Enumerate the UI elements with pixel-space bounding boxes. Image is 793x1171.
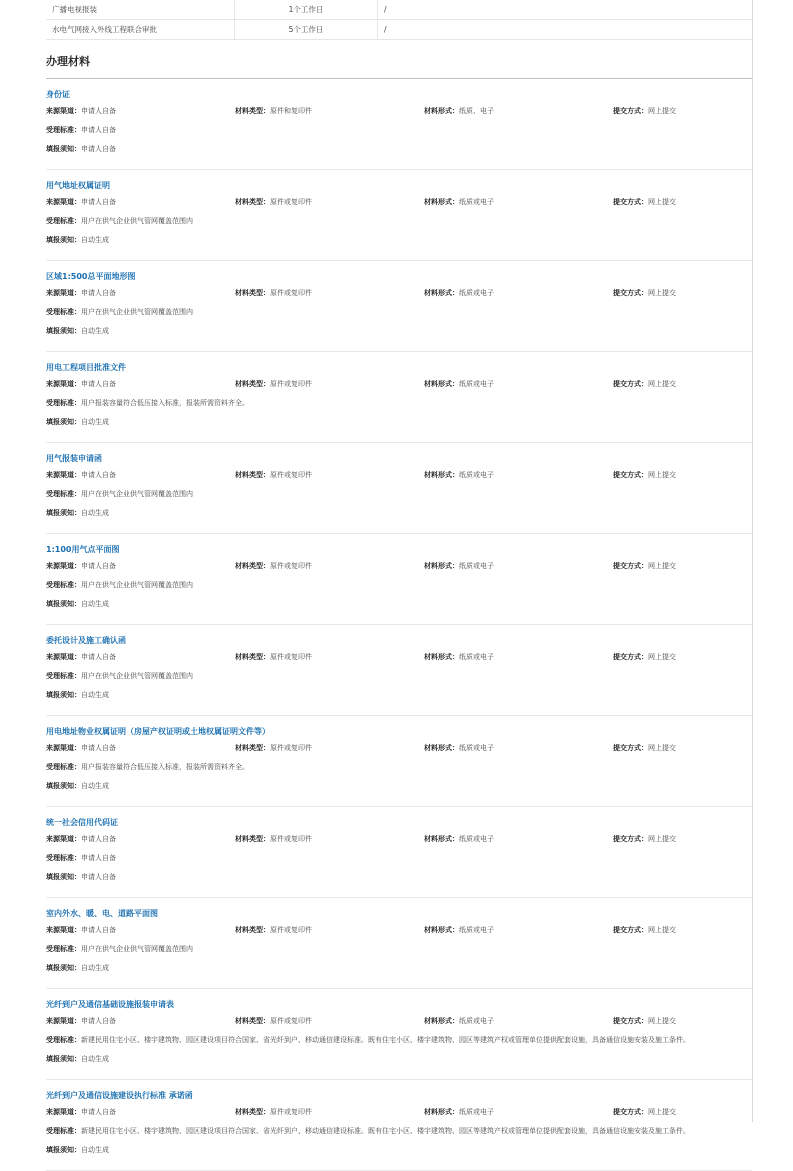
submit-label: 提交方式： xyxy=(613,471,648,479)
notice-value: 自动生成 xyxy=(81,600,109,608)
type-value: 原件或复印件 xyxy=(270,744,312,752)
source-field xyxy=(46,652,235,662)
table-cell-time: 5个工作日 xyxy=(235,20,378,40)
material-item xyxy=(46,453,752,534)
standard-field xyxy=(46,1035,752,1045)
form-field xyxy=(424,652,613,662)
source-label: 来源渠道： xyxy=(46,1017,81,1025)
submit-label: 提交方式： xyxy=(613,926,648,934)
form-field xyxy=(424,197,613,207)
notice-field xyxy=(46,599,752,609)
notice-label: 填报须知： xyxy=(46,782,81,790)
material-item xyxy=(46,999,752,1080)
type-value: 原件或复印件 xyxy=(270,380,312,388)
source-field xyxy=(46,288,235,298)
type-field xyxy=(235,197,424,207)
table-cell-time: 1个工作日 xyxy=(235,0,378,20)
standard-value: 用户在供气企业供气管网覆盖范围内 xyxy=(81,672,193,680)
source-value: 申请人自备 xyxy=(81,835,116,843)
standard-field xyxy=(46,671,752,681)
table-cell-note: / xyxy=(378,20,753,40)
type-label: 材料类型： xyxy=(235,1017,270,1025)
submit-value: 网上提交 xyxy=(648,1108,676,1116)
submit-value: 网上提交 xyxy=(648,744,676,752)
standard-field xyxy=(46,944,752,954)
form-value: 纸质或电子 xyxy=(459,289,494,297)
time-limit-table xyxy=(46,0,752,40)
submit-field xyxy=(613,925,752,935)
standard-field xyxy=(46,489,752,499)
section-title: 办理材料 xyxy=(46,40,752,79)
notice-label: 填报须知： xyxy=(46,873,81,881)
source-value: 申请人自备 xyxy=(81,471,116,479)
notice-value: 自动生成 xyxy=(81,964,109,972)
standard-label: 受理标准： xyxy=(46,1036,81,1044)
source-field xyxy=(46,834,235,844)
materials-list xyxy=(46,89,752,1171)
table-cell-item: 水电气网接入外线工程联合审批 xyxy=(46,20,235,40)
submit-field xyxy=(613,379,752,389)
material-item xyxy=(46,635,752,716)
type-value: 原件或复印件 xyxy=(270,1108,312,1116)
material-meta-row xyxy=(46,925,752,935)
standard-label: 受理标准： xyxy=(46,217,81,225)
standard-field xyxy=(46,1126,752,1136)
type-label: 材料类型： xyxy=(235,835,270,843)
standard-value: 用户报装容量符合低压接入标准，报装所需资料齐全。 xyxy=(81,763,249,771)
notice-field xyxy=(46,417,752,427)
type-value: 原件或复印件 xyxy=(270,926,312,934)
source-label: 来源渠道： xyxy=(46,1108,81,1116)
material-item xyxy=(46,544,752,625)
source-value: 申请人自备 xyxy=(81,1108,116,1116)
notice-value: 自动生成 xyxy=(81,236,109,244)
submit-value: 网上提交 xyxy=(648,926,676,934)
material-item xyxy=(46,1090,752,1171)
material-item xyxy=(46,726,752,807)
type-field xyxy=(235,925,424,935)
form-label: 材料形式： xyxy=(424,107,459,115)
table-cell-note: / xyxy=(378,0,753,20)
form-value: 纸质或电子 xyxy=(459,835,494,843)
source-field xyxy=(46,197,235,207)
type-label: 材料类型： xyxy=(235,380,270,388)
source-value: 申请人自备 xyxy=(81,926,116,934)
table-cell-item: 广播电视报装 xyxy=(46,0,235,20)
type-field xyxy=(235,743,424,753)
submit-value: 网上提交 xyxy=(648,289,676,297)
notice-value: 申请人自备 xyxy=(81,873,116,881)
standard-label: 受理标准： xyxy=(46,945,81,953)
source-label: 来源渠道： xyxy=(46,744,81,752)
standard-field xyxy=(46,580,752,590)
material-meta-row xyxy=(46,470,752,480)
form-field xyxy=(424,925,613,935)
form-field xyxy=(424,1107,613,1117)
material-name[interactable]: 身份证 xyxy=(46,90,70,99)
notice-field xyxy=(46,235,752,245)
form-value: 纸质或电子 xyxy=(459,198,494,206)
submit-value: 网上提交 xyxy=(648,198,676,206)
type-value: 原件或复印件 xyxy=(270,198,312,206)
source-label: 来源渠道： xyxy=(46,107,81,115)
form-value: 纸质或电子 xyxy=(459,1108,494,1116)
type-field xyxy=(235,106,424,116)
submit-value: 网上提交 xyxy=(648,1017,676,1025)
material-meta-row xyxy=(46,652,752,662)
source-label: 来源渠道： xyxy=(46,835,81,843)
notice-value: 自动生成 xyxy=(81,1146,109,1154)
notice-label: 填报须知： xyxy=(46,145,81,153)
notice-value: 自动生成 xyxy=(81,691,109,699)
notice-value: 自动生成 xyxy=(81,509,109,517)
submit-label: 提交方式： xyxy=(613,198,648,206)
submit-field xyxy=(613,652,752,662)
type-label: 材料类型： xyxy=(235,107,270,115)
type-field xyxy=(235,470,424,480)
source-value: 申请人自备 xyxy=(81,744,116,752)
material-item xyxy=(46,89,752,170)
material-name[interactable]: 光纤到户及通信设施建设执行标准 承诺函 xyxy=(46,1091,193,1100)
notice-value: 自动生成 xyxy=(81,782,109,790)
submit-label: 提交方式： xyxy=(613,653,648,661)
standard-value: 申请人自备 xyxy=(81,126,116,134)
standard-label: 受理标准： xyxy=(46,672,81,680)
source-field xyxy=(46,743,235,753)
source-label: 来源渠道： xyxy=(46,198,81,206)
material-name[interactable]: 用气报装申请函 xyxy=(46,454,102,463)
standard-field xyxy=(46,125,752,135)
type-field xyxy=(235,834,424,844)
source-value: 申请人自备 xyxy=(81,107,116,115)
standard-value: 用户在供气企业供气管网覆盖范围内 xyxy=(81,581,193,589)
standard-value: 用户在供气企业供气管网覆盖范围内 xyxy=(81,308,193,316)
type-field xyxy=(235,561,424,571)
material-item xyxy=(46,908,752,989)
form-field xyxy=(424,743,613,753)
notice-label: 填报须知： xyxy=(46,691,81,699)
source-label: 来源渠道： xyxy=(46,471,81,479)
standard-value: 用户报装容量符合低压接入标准，报装所需资料齐全。 xyxy=(81,399,249,407)
type-value: 原件或复印件 xyxy=(270,835,312,843)
form-label: 材料形式： xyxy=(424,653,459,661)
notice-field xyxy=(46,872,752,882)
standard-label: 受理标准： xyxy=(46,490,81,498)
type-label: 材料类型： xyxy=(235,289,270,297)
submit-label: 提交方式： xyxy=(613,107,648,115)
submit-field xyxy=(613,197,752,207)
submit-field xyxy=(613,106,752,116)
standard-value: 用户在供气企业供气管网覆盖范围内 xyxy=(81,490,193,498)
material-name[interactable]: 用气地址权属证明 xyxy=(46,181,110,190)
source-value: 申请人自备 xyxy=(81,289,116,297)
submit-field xyxy=(613,1016,752,1026)
notice-field xyxy=(46,144,752,154)
notice-field xyxy=(46,508,752,518)
material-meta-row xyxy=(46,743,752,753)
type-label: 材料类型： xyxy=(235,562,270,570)
source-value: 申请人自备 xyxy=(81,380,116,388)
source-field xyxy=(46,379,235,389)
submit-field xyxy=(613,1107,752,1117)
submit-value: 网上提交 xyxy=(648,380,676,388)
standard-value: 新建民用住宅小区、楼宇建筑物、园区建设项目符合国家、省光纤到户、移动通信建设标准。既有住宅小区、楼宇建筑物、园区等建筑产权或管理单位提供配套设施，具备通信设施安装及施工条件。 xyxy=(81,1127,690,1135)
submit-label: 提交方式： xyxy=(613,835,648,843)
material-meta-row xyxy=(46,106,752,116)
form-label: 材料形式： xyxy=(424,289,459,297)
standard-value: 新建民用住宅小区、楼宇建筑物、园区建设项目符合国家、省光纤到户、移动通信建设标准。既有住宅小区、楼宇建筑物、园区等建筑产权或管理单位提供配套设施，具备通信设施安装及施工条件。 xyxy=(81,1036,690,1044)
type-value: 原件或复印件 xyxy=(270,562,312,570)
source-label: 来源渠道： xyxy=(46,562,81,570)
submit-label: 提交方式： xyxy=(613,562,648,570)
standard-field xyxy=(46,762,752,772)
form-label: 材料形式： xyxy=(424,926,459,934)
type-value: 原件或复印件 xyxy=(270,289,312,297)
type-value: 原件或复印件 xyxy=(270,653,312,661)
form-value: 纸质或电子 xyxy=(459,926,494,934)
source-label: 来源渠道： xyxy=(46,653,81,661)
material-meta-row xyxy=(46,834,752,844)
material-name[interactable]: 用电地址物业权属证明（房屋产权证明或土地权属证明文件等） xyxy=(46,727,270,736)
source-value: 申请人自备 xyxy=(81,653,116,661)
source-field xyxy=(46,1016,235,1026)
notice-field xyxy=(46,326,752,336)
submit-label: 提交方式： xyxy=(613,289,648,297)
form-label: 材料形式： xyxy=(424,380,459,388)
material-name[interactable]: 1:100用气点平面图 xyxy=(46,545,120,554)
form-value: 纸质或电子 xyxy=(459,653,494,661)
submit-field xyxy=(613,561,752,571)
material-meta-row xyxy=(46,1016,752,1026)
type-field xyxy=(235,1107,424,1117)
standard-field xyxy=(46,216,752,226)
standard-value: 用户在供气企业供气管网覆盖范围内 xyxy=(81,945,193,953)
notice-label: 填报须知： xyxy=(46,236,81,244)
notice-value: 自动生成 xyxy=(81,418,109,426)
submit-value: 网上提交 xyxy=(648,562,676,570)
form-label: 材料形式： xyxy=(424,835,459,843)
source-value: 申请人自备 xyxy=(81,198,116,206)
type-label: 材料类型： xyxy=(235,926,270,934)
standard-label: 受理标准： xyxy=(46,763,81,771)
notice-value: 自动生成 xyxy=(81,1055,109,1063)
form-value: 纸质或电子 xyxy=(459,471,494,479)
material-name[interactable]: 室内外水、暖、电、道路平面图 xyxy=(46,909,158,918)
material-meta-row xyxy=(46,197,752,207)
notice-label: 填报须知： xyxy=(46,418,81,426)
source-value: 申请人自备 xyxy=(81,562,116,570)
material-meta-row xyxy=(46,379,752,389)
type-label: 材料类型： xyxy=(235,744,270,752)
notice-field xyxy=(46,781,752,791)
notice-label: 填报须知： xyxy=(46,509,81,517)
notice-label: 填报须知： xyxy=(46,600,81,608)
standard-label: 受理标准： xyxy=(46,1127,81,1135)
material-item xyxy=(46,817,752,898)
standard-value: 用户在供气企业供气管网覆盖范围内 xyxy=(81,217,193,225)
material-name[interactable]: 委托设计及施工确认函 xyxy=(46,636,126,645)
form-value: 纸质或电子 xyxy=(459,744,494,752)
type-label: 材料类型： xyxy=(235,1108,270,1116)
submit-label: 提交方式： xyxy=(613,380,648,388)
notice-label: 填报须知： xyxy=(46,327,81,335)
submit-field xyxy=(613,470,752,480)
form-value: 纸质、电子 xyxy=(459,107,494,115)
submit-value: 网上提交 xyxy=(648,107,676,115)
form-label: 材料形式： xyxy=(424,1017,459,1025)
material-item xyxy=(46,271,752,352)
source-label: 来源渠道： xyxy=(46,380,81,388)
submit-field xyxy=(613,834,752,844)
standard-field xyxy=(46,853,752,863)
standard-value: 申请人自备 xyxy=(81,854,116,862)
source-value: 申请人自备 xyxy=(81,1017,116,1025)
notice-value: 自动生成 xyxy=(81,327,109,335)
standard-label: 受理标准： xyxy=(46,581,81,589)
standard-field xyxy=(46,398,752,408)
notice-field xyxy=(46,690,752,700)
material-meta-row xyxy=(46,288,752,298)
form-label: 材料形式： xyxy=(424,562,459,570)
material-meta-row xyxy=(46,561,752,571)
notice-field xyxy=(46,1145,752,1155)
source-label: 来源渠道： xyxy=(46,926,81,934)
notice-label: 填报须知： xyxy=(46,964,81,972)
form-value: 纸质或电子 xyxy=(459,380,494,388)
form-field xyxy=(424,834,613,844)
notice-field xyxy=(46,1054,752,1064)
form-label: 材料形式： xyxy=(424,198,459,206)
submit-value: 网上提交 xyxy=(648,653,676,661)
type-label: 材料类型： xyxy=(235,653,270,661)
material-name[interactable]: 区域1:500总平面地形图 xyxy=(46,272,136,281)
submit-label: 提交方式： xyxy=(613,1017,648,1025)
submit-value: 网上提交 xyxy=(648,471,676,479)
submit-label: 提交方式： xyxy=(613,1108,648,1116)
standard-label: 受理标准： xyxy=(46,126,81,134)
type-field xyxy=(235,379,424,389)
submit-field xyxy=(613,743,752,753)
form-label: 材料形式： xyxy=(424,744,459,752)
submit-label: 提交方式： xyxy=(613,744,648,752)
source-label: 来源渠道： xyxy=(46,289,81,297)
source-field xyxy=(46,1107,235,1117)
notice-field xyxy=(46,963,752,973)
notice-label: 填报须知： xyxy=(46,1055,81,1063)
material-name[interactable]: 用电工程项目批准文件 xyxy=(46,363,126,372)
material-item xyxy=(46,362,752,443)
source-field xyxy=(46,106,235,116)
type-label: 材料类型： xyxy=(235,471,270,479)
table-row xyxy=(46,0,752,20)
type-label: 材料类型： xyxy=(235,198,270,206)
standard-label: 受理标准： xyxy=(46,854,81,862)
form-value: 纸质或电子 xyxy=(459,562,494,570)
submit-field xyxy=(613,288,752,298)
form-field xyxy=(424,288,613,298)
material-name[interactable]: 统一社会信用代码证 xyxy=(46,818,118,827)
table-row xyxy=(46,20,752,40)
type-value: 原件和复印件 xyxy=(270,107,312,115)
material-meta-row xyxy=(46,1107,752,1117)
source-field xyxy=(46,470,235,480)
type-field xyxy=(235,652,424,662)
form-field xyxy=(424,470,613,480)
standard-label: 受理标准： xyxy=(46,308,81,316)
type-field xyxy=(235,288,424,298)
form-field xyxy=(424,106,613,116)
type-value: 原件或复印件 xyxy=(270,1017,312,1025)
notice-label: 填报须知： xyxy=(46,1146,81,1154)
type-field xyxy=(235,1016,424,1026)
material-name[interactable]: 光纤到户及通信基础设施报装申请表 xyxy=(46,1000,174,1009)
source-field xyxy=(46,925,235,935)
notice-value: 申请人自备 xyxy=(81,145,116,153)
source-field xyxy=(46,561,235,571)
submit-value: 网上提交 xyxy=(648,835,676,843)
form-field xyxy=(424,379,613,389)
form-label: 材料形式： xyxy=(424,1108,459,1116)
type-value: 原件或复印件 xyxy=(270,471,312,479)
form-value: 纸质或电子 xyxy=(459,1017,494,1025)
form-label: 材料形式： xyxy=(424,471,459,479)
material-item xyxy=(46,180,752,261)
standard-field xyxy=(46,307,752,317)
form-field xyxy=(424,561,613,571)
document-frame xyxy=(46,0,753,1154)
form-field xyxy=(424,1016,613,1026)
standard-label: 受理标准： xyxy=(46,399,81,407)
